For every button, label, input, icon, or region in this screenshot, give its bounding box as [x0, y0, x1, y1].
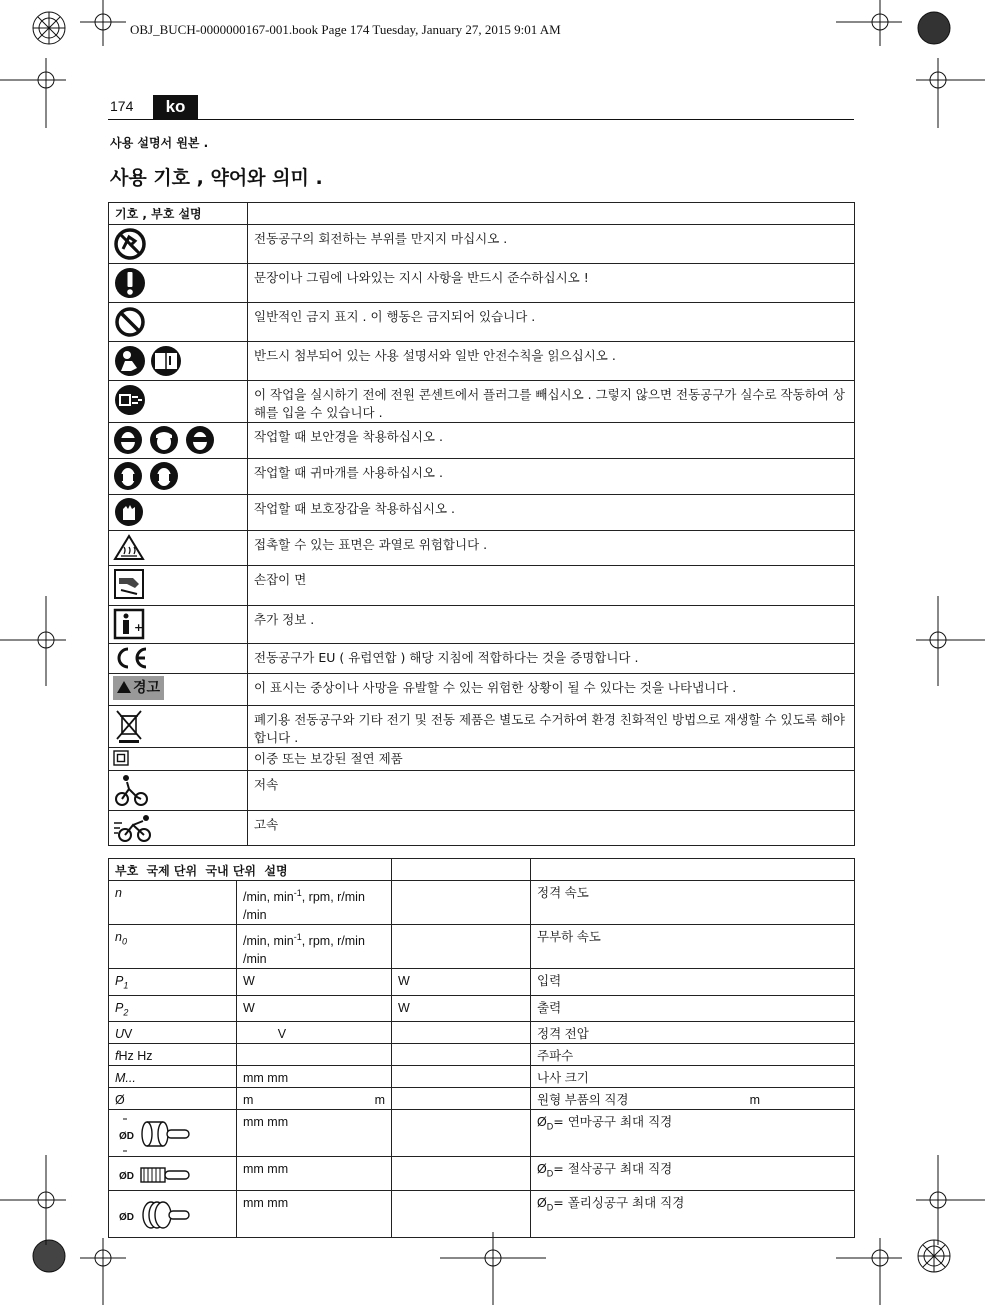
table-row: [109, 706, 855, 748]
units-header: 부호 국제 단위 국내 단위 설명: [109, 859, 392, 881]
symbol-description: 이 표시는 중상이나 사망을 유발할 수 있는 위험한 상황이 될 수 있다는 것을 나타냅니다 .: [248, 674, 855, 706]
symbol-description: 문장이나 그림에 나와있는 지시 사항을 반드시 준수하십시오 !: [248, 264, 855, 303]
language-tab: ko: [153, 95, 198, 119]
symbol-description: 저속: [248, 771, 855, 811]
original-manual-note: 사용 설명서 원본 .: [110, 136, 209, 150]
table-row: [109, 264, 855, 303]
symbol-description: 일반적인 금지 표지 . 이 행동은 금지되어 있습니다 .: [248, 303, 855, 342]
symbol-description: 이중 또는 보강된 절연 제품: [248, 748, 855, 771]
table-row: [109, 566, 855, 606]
grinding-wheel-diameter-icon: [115, 1113, 230, 1155]
print-header: OBJ_BUCH-0000000167-001.book Page 174 Tuesday, January 27, 2015 9:01 AM: [130, 22, 561, 37]
table-row: Ø m m 원형 부품의 직경 m: [109, 1088, 855, 1110]
table-row: $n_0$ /min, $\min^{-1}$, rpm, r/min /min 무부하 속도: [109, 925, 855, 969]
table-header-row: [109, 859, 855, 881]
svg-text:+: +: [134, 621, 144, 634]
symbol-description: 폐기용 전동공구와 기타 전기 및 전동 제품은 별도로 수거하여 환경 친화적인 방법으로 재생할 수 있도록 해야 합니다 .: [248, 706, 855, 748]
table-row: $P_2$ W W 출력: [109, 995, 855, 1022]
warning-label-text: 경고: [133, 680, 161, 696]
units-table: [108, 858, 855, 1238]
table-row: [109, 303, 855, 342]
symbol-description: 이 작업을 실시하기 전에 전원 콘센트에서 플러그를 빼십시오 . 그렇지 않으면 전동공구가 실수로 작동하여 상해를 입을 수 있습니다 .: [248, 381, 855, 423]
table-row: [109, 748, 855, 771]
handle-icon: [113, 568, 243, 600]
table-row: [109, 381, 855, 423]
eye-protection-icon: [113, 425, 243, 455]
symbol-description: 반드시 첨부되어 있는 사용 설명서와 일반 안전수칙을 읽으십시오 .: [248, 342, 855, 381]
symbol-description: 손잡이 면: [248, 566, 855, 606]
table-header-row: [109, 203, 855, 225]
symbol-description: 고속: [248, 811, 855, 846]
symbol-description: 접촉할 수 있는 표면은 과열로 위험합니다 .: [248, 531, 855, 566]
table-row: [109, 771, 855, 811]
unplug-icon: [113, 383, 243, 417]
high-speed-icon: [113, 813, 243, 843]
hot-surface-icon: [113, 533, 243, 561]
table-row: [109, 423, 855, 459]
read-manual-icon: [113, 344, 243, 378]
table-row: M... mm mm 나사 크기: [109, 1066, 855, 1088]
table-row: [109, 606, 855, 644]
polishing-tool-diameter-icon: [115, 1194, 230, 1236]
warning-label-icon: [113, 676, 164, 700]
svg-text:ØD: ØD: [119, 1131, 134, 1143]
cutting-tool-diameter-icon: [115, 1160, 230, 1190]
symbol-description: 작업할 때 보호장갑을 착용하십시오 .: [248, 495, 855, 531]
table-row: [109, 811, 855, 846]
weee-bin-icon: [113, 708, 243, 744]
symbol-description: 추가 정보 .: [248, 606, 855, 644]
symbol-description: 작업할 때 귀마개를 사용하십시오 .: [248, 459, 855, 495]
table-row: ØD mm mm $Ø_D=$ 절삭공구 최대 직경: [109, 1157, 855, 1191]
table-row: [109, 531, 855, 566]
table-row: fHz Hz 주파수: [109, 1044, 855, 1066]
table-row: n /min, $\min^{-1}$, rpm, r/min /min 정격 속도: [109, 881, 855, 925]
symbols-table: [108, 202, 855, 846]
symbol-description: 전동공구의 회전하는 부위를 만지지 마십시오 .: [248, 225, 855, 264]
table-row: ØD mm mm $Ø_D=$ 연마공구 최대 직경: [109, 1110, 855, 1157]
svg-text:ØD: ØD: [119, 1212, 134, 1224]
table-row: ØD mm mm $Ø_D=$ 폴리싱공구 최대 직경: [109, 1191, 855, 1238]
table-row: UV V 정격 전압: [109, 1022, 855, 1044]
table-row: [109, 459, 855, 495]
page-number: 174: [110, 98, 134, 114]
table-row: $P_1$ W W 입력: [109, 969, 855, 996]
table-row: [109, 342, 855, 381]
double-insulation-icon: [113, 750, 243, 766]
header-rule: [108, 119, 854, 120]
gloves-icon: [113, 497, 243, 527]
table-row: [109, 674, 855, 706]
symbol-description: 작업할 때 보안경을 착용하십시오 .: [248, 423, 855, 459]
table-row: [109, 644, 855, 674]
svg-text:ØD: ØD: [119, 1171, 134, 1183]
table-row: [109, 225, 855, 264]
rotating-part-warning-icon: [113, 227, 243, 261]
prohibition-icon: [113, 305, 243, 339]
section-title: 사용 기호 , 약어와 의미 .: [110, 167, 323, 189]
info-icon: [113, 608, 243, 640]
ear-protection-icon: [113, 461, 243, 491]
table-row: [109, 495, 855, 531]
symbols-header: 기호 , 부호 설명: [109, 203, 248, 225]
slow-speed-icon: [113, 773, 243, 807]
mandatory-exclamation-icon: [113, 266, 243, 300]
ce-mark-icon: [113, 646, 243, 670]
symbol-description: 전동공구가 EU ( 유럽연합 ) 해당 지침에 적합하다는 것을 증명합니다 .: [248, 644, 855, 674]
